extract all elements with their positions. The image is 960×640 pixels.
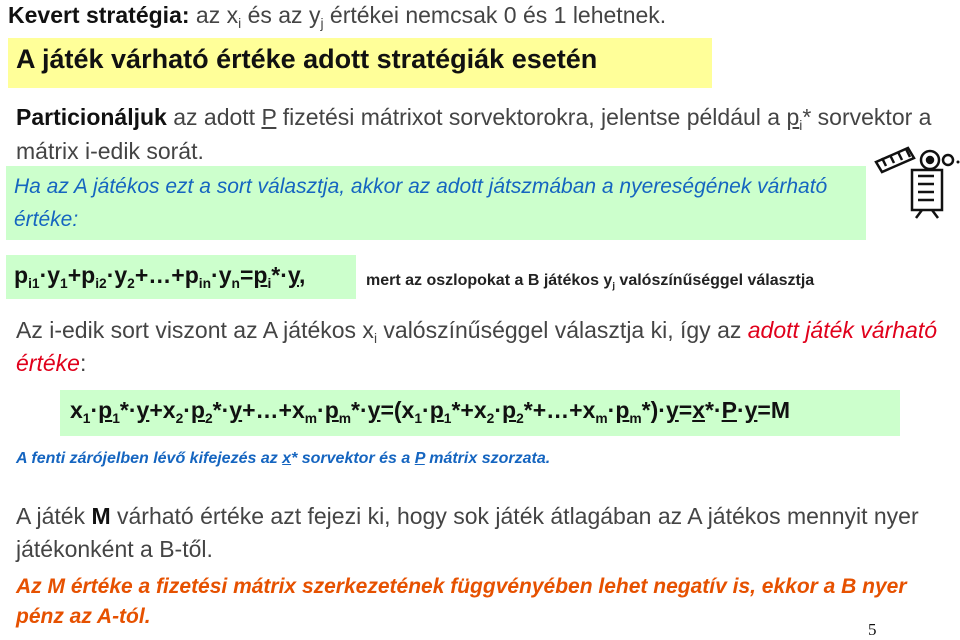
partition-paragraph: Particionáljuk az adott P fizetési mátrixot sorvektorokra, jelentse például a $p_i*$ sorvektor a mátrix i-edik sorát. xyxy=(16,104,932,164)
row-expected-value-formula: $p_{i1}\cdot y_1+p_{i2}\cdot y_2+\dots+p_{in}\cdot y_n=p_i*\cdot y$, xyxy=(14,262,306,291)
game-value-formula: $x_1\cdot p_1*\cdot y+x_2\cdot p_2*\cdot y+\dots+x_m\cdot p_m*\cdot y=(x_1\cdot p_1*+x_2\cdot p_2*+\dots+x_m\cdot p_m*)\cdot y=x*\cdot P\cdot y=M$ xyxy=(70,397,791,426)
film-projector-icon xyxy=(870,140,960,220)
page-number: 5 xyxy=(868,620,877,639)
selection-paragraph: Az i-edik sort viszont az A játékos $x_i$ valószínűséggel választja ki, így az adott játék várható értéke: xyxy=(16,317,937,376)
slide-title: A játék várható értéke adott stratégiák esetén xyxy=(16,44,598,74)
bracket-note: A fenti zárójelben lévő kifejezés az x* sorvektor és a P mátrix szorzata. xyxy=(16,450,551,467)
formula-explanation: mert az oszlopokat a B játékos $y_j$ valószínűséggel választja xyxy=(366,272,815,292)
strategy-definition: Kevert stratégia: az $x_i$ és az $y_j$ értékei nemcsak 0 és 1 lehetnek. xyxy=(8,2,667,31)
meaning-paragraph: A játék M várható értéke azt fejezi ki, hogy sok játék átlagában az A játékos mennyit nyer játékonként a B-től. xyxy=(16,503,919,562)
negative-value-note: Az M értéke a fizetési mátrix szerkezetének függvényében lehet negatív is, ekkor a B nyer pénz az A-tól. xyxy=(16,575,907,628)
row-choice-description: Ha az A játékos ezt a sort választja, akkor az adott játszmában a nyereségének várható értéke: xyxy=(14,175,828,231)
